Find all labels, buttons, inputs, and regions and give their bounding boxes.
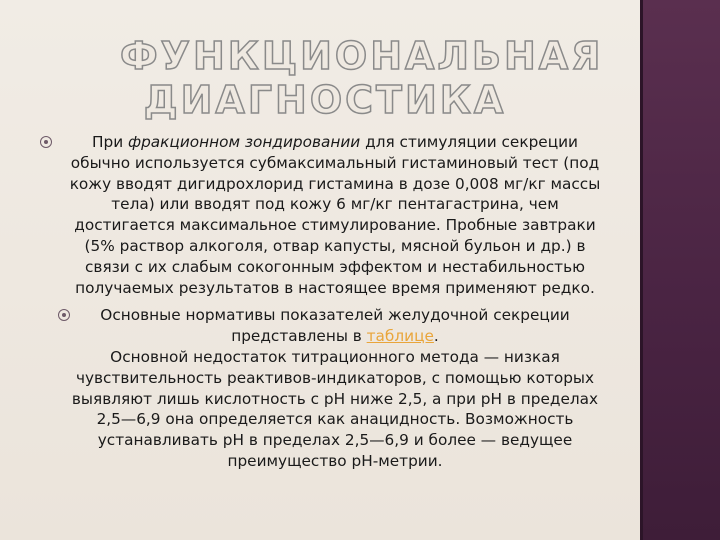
slide-title: ФУНКЦИОНАЛЬНАЯ ДИАГНОСТИКА (120, 34, 604, 122)
para2-before: Основные нормативы показателей желудочной секреции представлены в (100, 306, 570, 346)
para1-before: При (91, 133, 129, 151)
paragraph-fractional-probing (60, 132, 610, 298)
para1-italic: фракционном зондировании (128, 133, 361, 151)
table-link[interactable]: таблице (366, 327, 434, 346)
slide-content (60, 132, 610, 472)
para1-after: для стимуляции секреции обычно используется субмаксимальный гистаминовый тест (под кожу вводят дигидрохлорид гистамина в дозе 0,008 мг/кг массы тела) или вводят под кожу 6 мг/кг пентагастрина, чем достигается максимальное стимулирование. Пробные завтраки (5% раствор алкоголя, отвар капусты, мясной бульон и др.) в связи с их слабым сокогонным эффектом и нестабильностью получаемых результатов в настоящее время применяют редко. (69, 133, 601, 297)
circle-bullet-icon (40, 136, 52, 148)
para2-rest: Основной недостаток титрационного метода — низкая чувствительность реактивов-индикаторов, с помощью которых выявляют лишь кислотность с рН ниже 2,5, а при рН в пределах 2,5—6,9 она определяется как анацидность. Возможность устанавливать рН в пределах 2,5—6,9 и более — ведущее преимущество рН-метрии. (71, 347, 599, 470)
paragraph-secretion-norms (60, 305, 610, 471)
decorative-side-panel (640, 0, 720, 540)
circle-bullet-icon (58, 309, 70, 321)
panel-edge (640, 0, 643, 540)
para2-after: . (433, 327, 439, 346)
